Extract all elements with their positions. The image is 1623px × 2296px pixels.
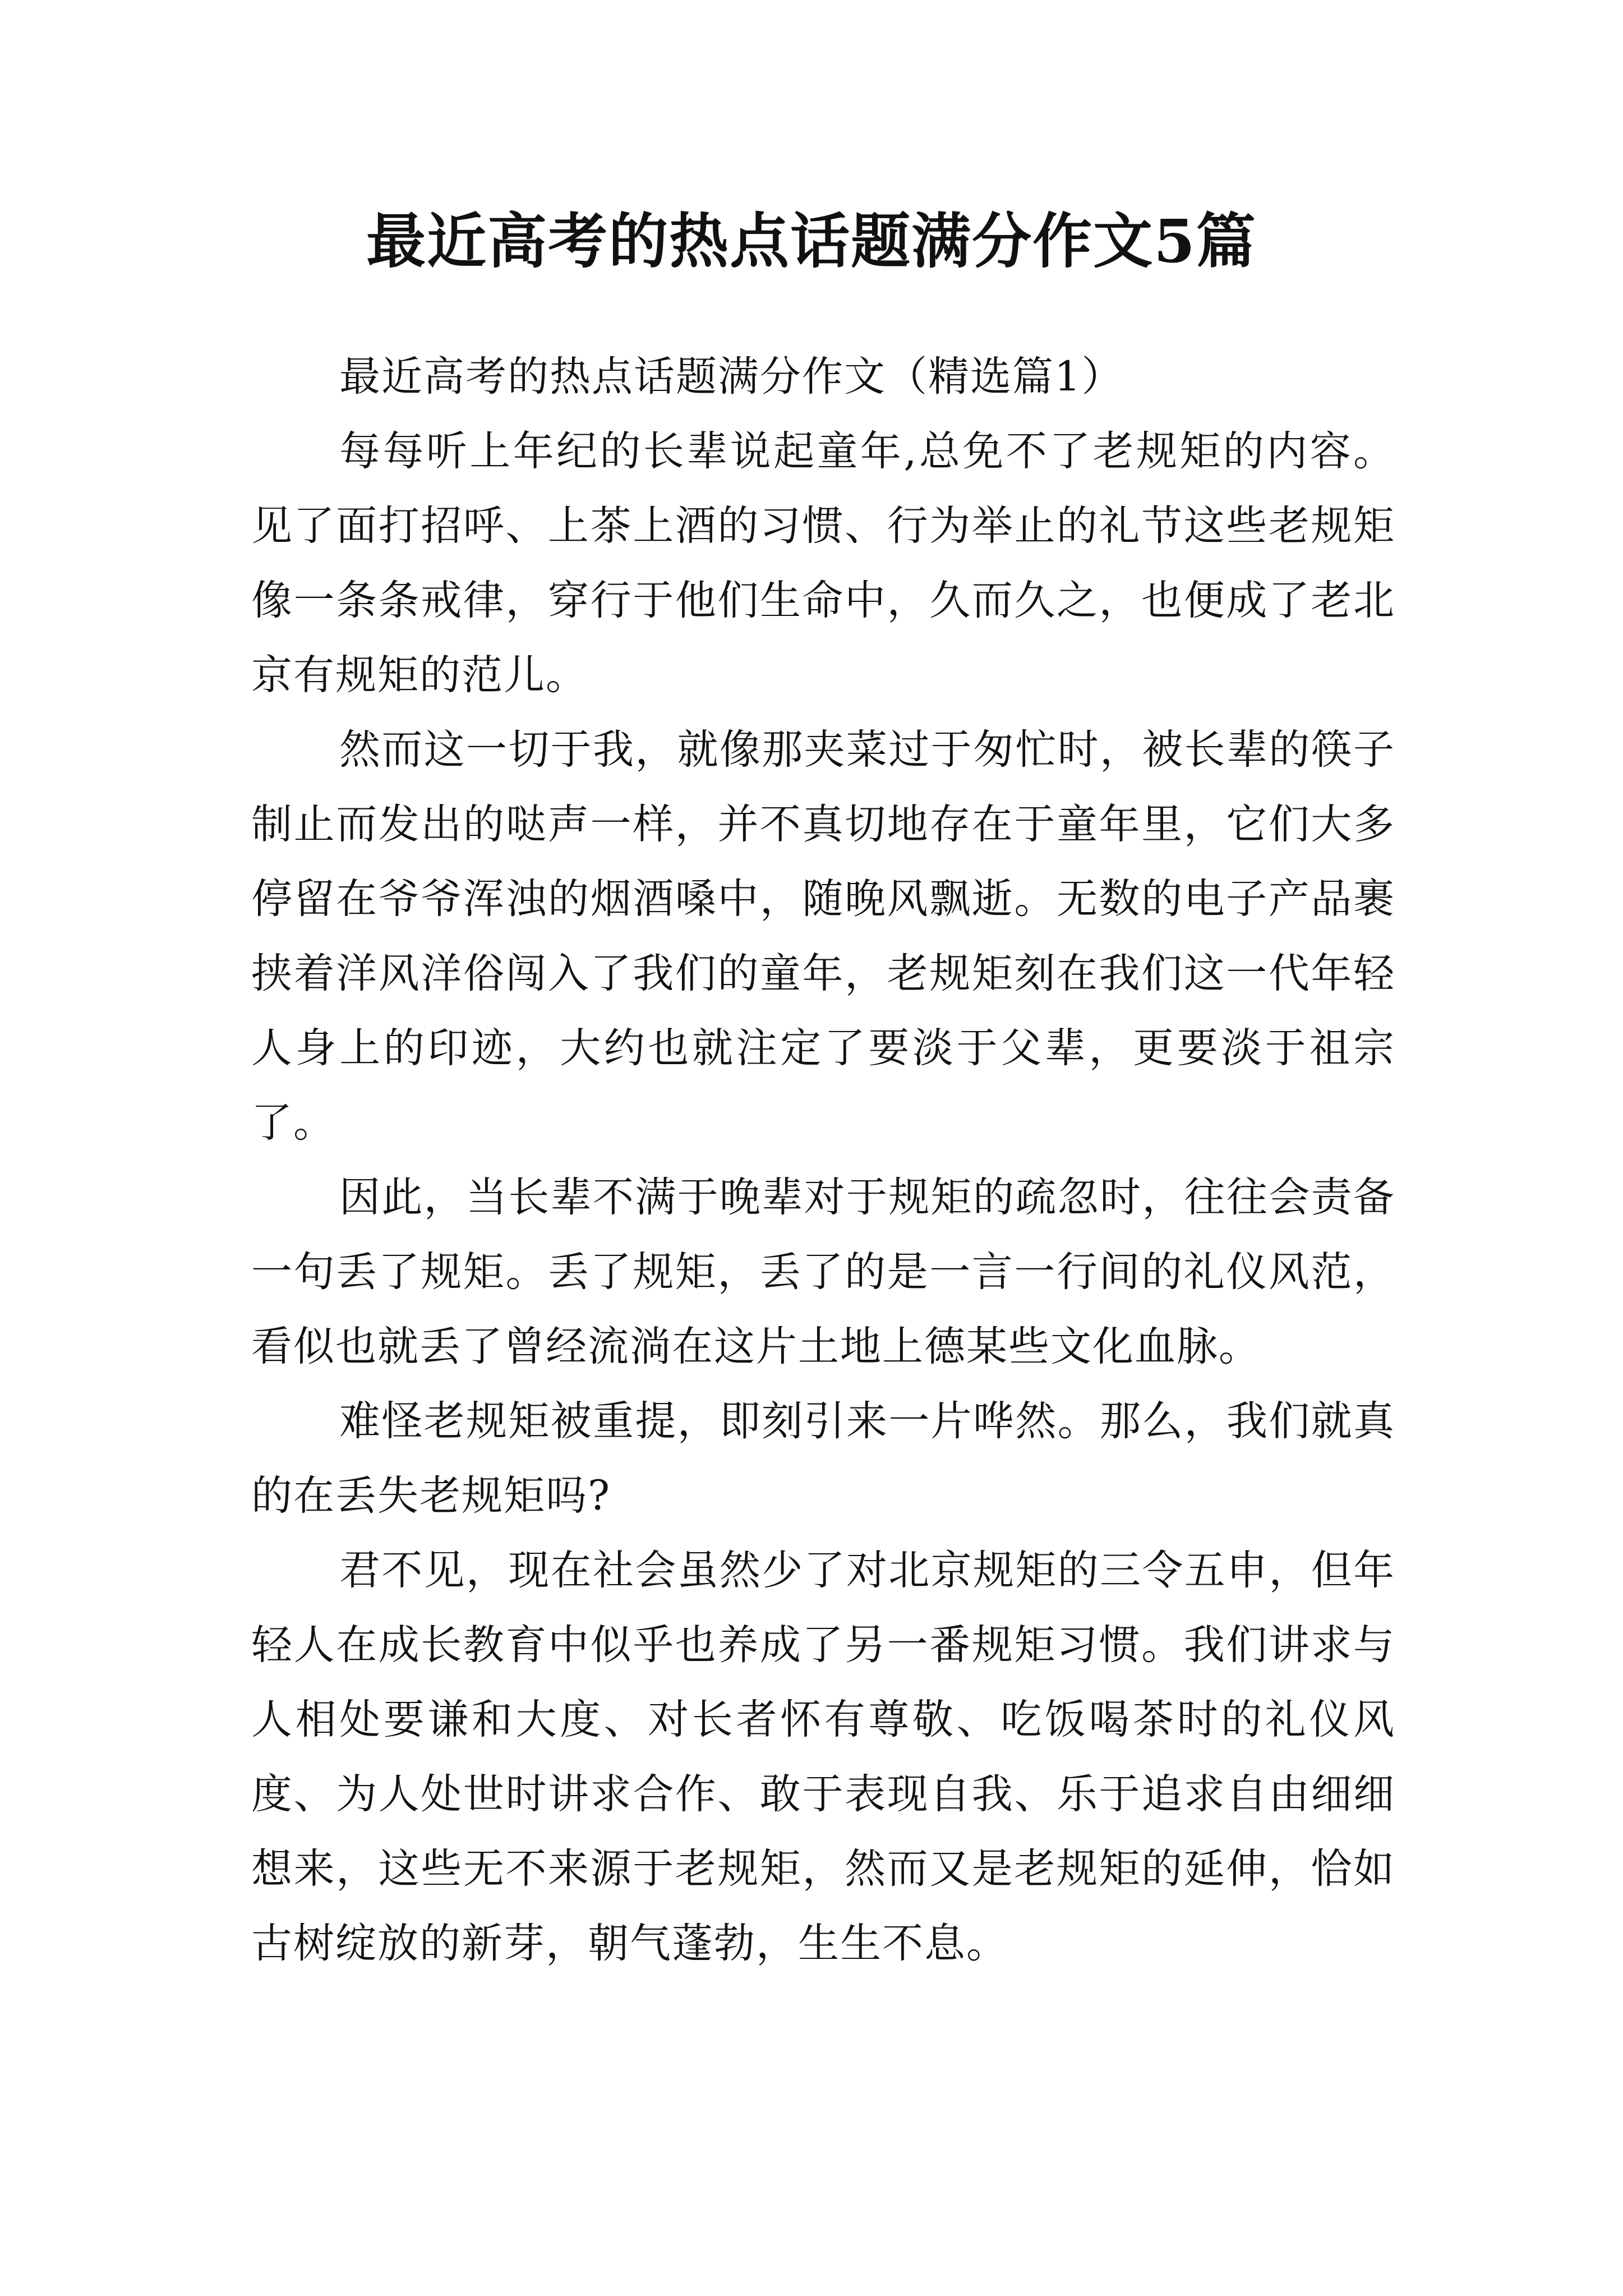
paragraph: 因此，当长辈不满于晚辈对于规矩的疏忽时，往往会责备一句丢了规矩。丢了规矩，丢了的是一言一行间的礼仪风范，看似也就丢了曾经流淌在这片土地上德某些文化血脉。 <box>251 1174 1395 1370</box>
paragraph: 难怪老规矩被重提，即刻引来一片哗然。那么，我们就真的在丢失老规矩吗? <box>251 1397 1395 1520</box>
paragraph: 君不见，现在社会虽然少了对北京规矩的三令五申，但年轻人在成长教育中似乎也养成了另一番规矩习惯。我们讲求与人相处要谦和大度、对长者怀有尊敬、吃饭喝茶时的礼仪风度、为人处世时讲求合作、敢于表现自我、乐于追求自由细细想来，这些无不来源于老规矩，然而又是老规矩的延伸，恰如古树绽放的新芽，朝气蓬勃，生生不息。 <box>251 1547 1395 1967</box>
document-body <box>251 339 1395 1981</box>
paragraph: 然而这一切于我，就像那夹菜过于匆忙时，被长辈的筷子制止而发出的哒声一样，并不真切地存在于童年里，它们大多停留在爷爷浑浊的烟酒嗓中，随晚风飘逝。无数的电子产品裹挟着洋风洋俗闯入了我们的童年，老规矩刻在我们这一代年轻人身上的印迹，大约也就注定了要淡于父辈，更要淡于祖宗了。 <box>251 726 1395 1147</box>
paragraph: 每每听上年纪的长辈说起童年,总免不了老规矩的内容。见了面打招呼、上茶上酒的习惯、行为举止的礼节这些老规矩像一条条戒律，穿行于他们生命中，久而久之，也便成了老北京有规矩的范儿。 <box>251 427 1395 699</box>
document-title: 最近高考的热点话题满分作文5篇 <box>366 206 1257 276</box>
section-heading: 最近高考的热点话题满分作文（精选篇1） <box>339 353 1124 401</box>
